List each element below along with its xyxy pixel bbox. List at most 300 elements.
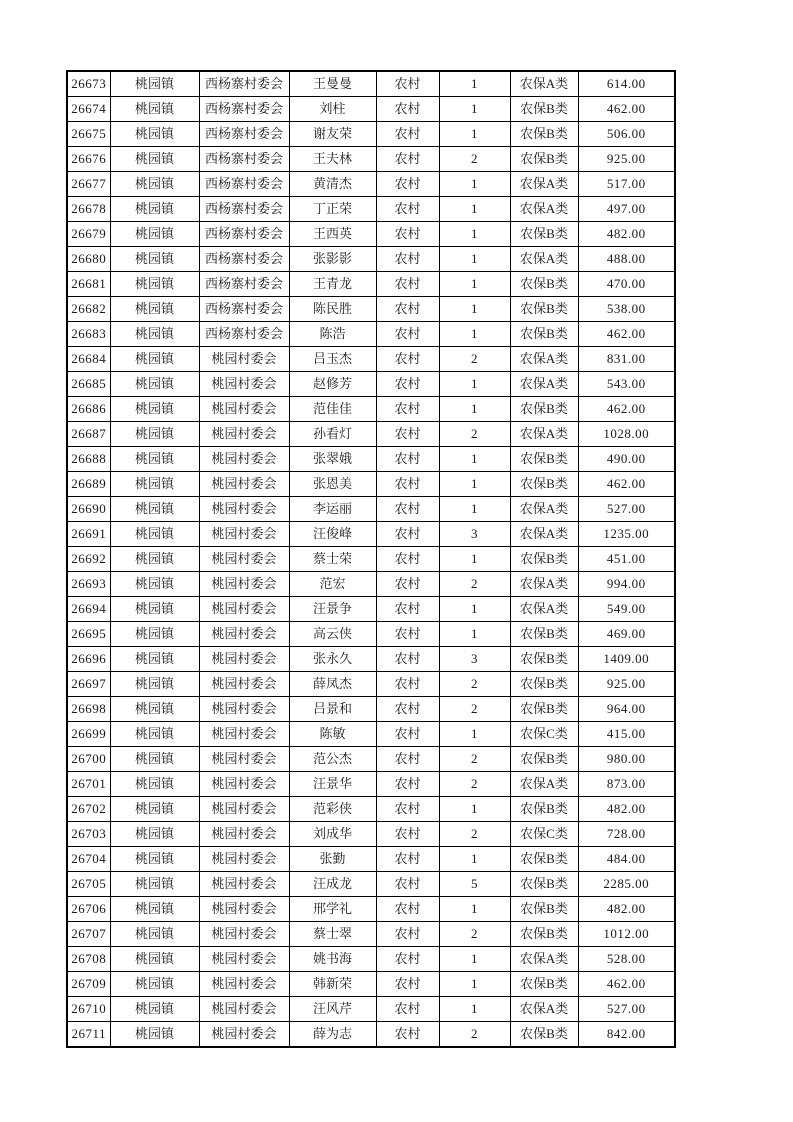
cell-village: 桃园村委会 — [199, 472, 289, 497]
cell-person-count: 1 — [439, 322, 510, 347]
cell-household-type: 农村 — [376, 97, 439, 122]
cell-village: 西杨寨村委会 — [199, 122, 289, 147]
cell-village: 西杨寨村委会 — [199, 97, 289, 122]
cell-village: 桃园村委会 — [199, 797, 289, 822]
cell-village: 桃园村委会 — [199, 822, 289, 847]
cell-household-type: 农村 — [376, 122, 439, 147]
cell-name: 孙看灯 — [289, 422, 376, 447]
table-row — [67, 822, 675, 847]
cell-seq: 26695 — [67, 622, 110, 647]
cell-town: 桃园镇 — [110, 347, 199, 372]
table-row — [67, 647, 675, 672]
cell-village: 西杨寨村委会 — [199, 147, 289, 172]
cell-household-type: 农村 — [376, 872, 439, 897]
cell-amount: 842.00 — [578, 1022, 675, 1048]
cell-insurance-category: 农保B类 — [510, 897, 578, 922]
cell-seq: 26703 — [67, 822, 110, 847]
table-row — [67, 122, 675, 147]
table-row — [67, 522, 675, 547]
cell-insurance-category: 农保A类 — [510, 497, 578, 522]
cell-insurance-category: 农保C类 — [510, 822, 578, 847]
cell-person-count: 1 — [439, 497, 510, 522]
cell-amount: 490.00 — [578, 447, 675, 472]
cell-town: 桃园镇 — [110, 247, 199, 272]
cell-amount: 482.00 — [578, 897, 675, 922]
cell-person-count: 1 — [439, 622, 510, 647]
cell-household-type: 农村 — [376, 272, 439, 297]
cell-seq: 26711 — [67, 1022, 110, 1048]
cell-amount: 527.00 — [578, 497, 675, 522]
cell-insurance-category: 农保A类 — [510, 71, 578, 97]
cell-insurance-category: 农保B类 — [510, 222, 578, 247]
cell-seq: 26680 — [67, 247, 110, 272]
cell-village: 桃园村委会 — [199, 347, 289, 372]
cell-village: 桃园村委会 — [199, 672, 289, 697]
cell-person-count: 2 — [439, 572, 510, 597]
cell-seq: 26709 — [67, 972, 110, 997]
cell-village: 西杨寨村委会 — [199, 197, 289, 222]
cell-person-count: 2 — [439, 672, 510, 697]
cell-seq: 26687 — [67, 422, 110, 447]
cell-village: 西杨寨村委会 — [199, 172, 289, 197]
cell-seq: 26683 — [67, 322, 110, 347]
cell-name: 王夫林 — [289, 147, 376, 172]
cell-person-count: 2 — [439, 822, 510, 847]
cell-name: 王青龙 — [289, 272, 376, 297]
cell-amount: 980.00 — [578, 747, 675, 772]
cell-amount: 462.00 — [578, 322, 675, 347]
cell-household-type: 农村 — [376, 822, 439, 847]
cell-town: 桃园镇 — [110, 547, 199, 572]
cell-town: 桃园镇 — [110, 772, 199, 797]
cell-amount: 462.00 — [578, 397, 675, 422]
cell-town: 桃园镇 — [110, 272, 199, 297]
cell-household-type: 农村 — [376, 522, 439, 547]
cell-household-type: 农村 — [376, 547, 439, 572]
cell-insurance-category: 农保A类 — [510, 172, 578, 197]
cell-person-count: 1 — [439, 897, 510, 922]
cell-insurance-category: 农保A类 — [510, 372, 578, 397]
cell-insurance-category: 农保A类 — [510, 422, 578, 447]
cell-name: 姚书海 — [289, 947, 376, 972]
cell-seq: 26692 — [67, 547, 110, 572]
cell-seq: 26710 — [67, 997, 110, 1022]
cell-village: 桃园村委会 — [199, 997, 289, 1022]
table-row — [67, 1022, 675, 1048]
cell-village: 桃园村委会 — [199, 872, 289, 897]
cell-amount: 873.00 — [578, 772, 675, 797]
cell-village: 西杨寨村委会 — [199, 222, 289, 247]
table-row — [67, 947, 675, 972]
cell-insurance-category: 农保A类 — [510, 947, 578, 972]
cell-household-type: 农村 — [376, 447, 439, 472]
cell-town: 桃园镇 — [110, 872, 199, 897]
cell-person-count: 1 — [439, 222, 510, 247]
cell-name: 陈民胜 — [289, 297, 376, 322]
cell-amount: 831.00 — [578, 347, 675, 372]
cell-household-type: 农村 — [376, 897, 439, 922]
cell-person-count: 3 — [439, 522, 510, 547]
cell-name: 汪景华 — [289, 772, 376, 797]
cell-amount: 451.00 — [578, 547, 675, 572]
cell-town: 桃园镇 — [110, 71, 199, 97]
cell-seq: 26674 — [67, 97, 110, 122]
cell-person-count: 1 — [439, 297, 510, 322]
cell-person-count: 2 — [439, 922, 510, 947]
cell-town: 桃园镇 — [110, 697, 199, 722]
table-row — [67, 447, 675, 472]
cell-amount: 925.00 — [578, 147, 675, 172]
cell-village: 桃园村委会 — [199, 522, 289, 547]
cell-amount: 462.00 — [578, 472, 675, 497]
cell-insurance-category: 农保A类 — [510, 772, 578, 797]
cell-name: 刘成华 — [289, 822, 376, 847]
cell-town: 桃园镇 — [110, 322, 199, 347]
cell-amount: 964.00 — [578, 697, 675, 722]
table-row — [67, 97, 675, 122]
cell-person-count: 1 — [439, 197, 510, 222]
cell-insurance-category: 农保B类 — [510, 922, 578, 947]
cell-town: 桃园镇 — [110, 372, 199, 397]
cell-amount: 614.00 — [578, 71, 675, 97]
cell-name: 王曼曼 — [289, 71, 376, 97]
cell-village: 桃园村委会 — [199, 847, 289, 872]
cell-person-count: 1 — [439, 397, 510, 422]
table-row — [67, 697, 675, 722]
table-row — [67, 747, 675, 772]
cell-insurance-category: 农保B类 — [510, 747, 578, 772]
cell-amount: 994.00 — [578, 572, 675, 597]
cell-household-type: 农村 — [376, 572, 439, 597]
table-row — [67, 422, 675, 447]
table-row — [67, 347, 675, 372]
table-row — [67, 797, 675, 822]
cell-household-type: 农村 — [376, 947, 439, 972]
cell-name: 李运丽 — [289, 497, 376, 522]
cell-village: 桃园村委会 — [199, 947, 289, 972]
cell-name: 汪风芹 — [289, 997, 376, 1022]
cell-town: 桃园镇 — [110, 822, 199, 847]
cell-amount: 1409.00 — [578, 647, 675, 672]
cell-seq: 26681 — [67, 272, 110, 297]
cell-household-type: 农村 — [376, 997, 439, 1022]
cell-amount: 2285.00 — [578, 872, 675, 897]
cell-household-type: 农村 — [376, 197, 439, 222]
cell-village: 桃园村委会 — [199, 572, 289, 597]
cell-name: 范佳佳 — [289, 397, 376, 422]
cell-village: 西杨寨村委会 — [199, 247, 289, 272]
cell-town: 桃园镇 — [110, 722, 199, 747]
cell-seq: 26700 — [67, 747, 110, 772]
cell-household-type: 农村 — [376, 422, 439, 447]
cell-seq: 26701 — [67, 772, 110, 797]
cell-insurance-category: 农保B类 — [510, 647, 578, 672]
cell-seq: 26676 — [67, 147, 110, 172]
cell-amount: 528.00 — [578, 947, 675, 972]
cell-person-count: 3 — [439, 647, 510, 672]
cell-name: 汪成龙 — [289, 872, 376, 897]
cell-seq: 26689 — [67, 472, 110, 497]
cell-town: 桃园镇 — [110, 847, 199, 872]
cell-village: 桃园村委会 — [199, 972, 289, 997]
cell-person-count: 1 — [439, 972, 510, 997]
cell-town: 桃园镇 — [110, 447, 199, 472]
table-row — [67, 997, 675, 1022]
cell-village: 桃园村委会 — [199, 372, 289, 397]
cell-insurance-category: 农保A类 — [510, 597, 578, 622]
cell-amount: 482.00 — [578, 797, 675, 822]
cell-seq: 26693 — [67, 572, 110, 597]
cell-household-type: 农村 — [376, 297, 439, 322]
cell-insurance-category: 农保B类 — [510, 322, 578, 347]
cell-amount: 488.00 — [578, 247, 675, 272]
cell-amount: 462.00 — [578, 97, 675, 122]
table-row — [67, 847, 675, 872]
cell-name: 薛凤杰 — [289, 672, 376, 697]
cell-town: 桃园镇 — [110, 972, 199, 997]
cell-person-count: 2 — [439, 422, 510, 447]
cell-insurance-category: 农保B类 — [510, 122, 578, 147]
table-row — [67, 272, 675, 297]
cell-town: 桃园镇 — [110, 422, 199, 447]
cell-amount: 462.00 — [578, 972, 675, 997]
cell-household-type: 农村 — [376, 247, 439, 272]
cell-name: 汪俊峰 — [289, 522, 376, 547]
cell-village: 桃园村委会 — [199, 497, 289, 522]
table-row — [67, 247, 675, 272]
table-row — [67, 372, 675, 397]
cell-name: 陈敏 — [289, 722, 376, 747]
cell-name: 张影影 — [289, 247, 376, 272]
cell-seq: 26694 — [67, 597, 110, 622]
cell-amount: 728.00 — [578, 822, 675, 847]
cell-seq: 26673 — [67, 71, 110, 97]
cell-person-count: 1 — [439, 797, 510, 822]
cell-village: 桃园村委会 — [199, 922, 289, 947]
cell-name: 赵修芳 — [289, 372, 376, 397]
cell-household-type: 农村 — [376, 847, 439, 872]
cell-name: 黄清杰 — [289, 172, 376, 197]
table-row — [67, 972, 675, 997]
table-row — [67, 297, 675, 322]
cell-person-count: 1 — [439, 172, 510, 197]
cell-name: 高云侠 — [289, 622, 376, 647]
cell-person-count: 5 — [439, 872, 510, 897]
cell-household-type: 农村 — [376, 672, 439, 697]
cell-village: 桃园村委会 — [199, 747, 289, 772]
cell-seq: 26708 — [67, 947, 110, 972]
cell-insurance-category: 农保B类 — [510, 622, 578, 647]
cell-insurance-category: 农保B类 — [510, 872, 578, 897]
cell-person-count: 2 — [439, 147, 510, 172]
cell-person-count: 2 — [439, 347, 510, 372]
cell-town: 桃园镇 — [110, 1022, 199, 1048]
cell-town: 桃园镇 — [110, 497, 199, 522]
cell-seq: 26706 — [67, 897, 110, 922]
cell-insurance-category: 农保B类 — [510, 697, 578, 722]
cell-household-type: 农村 — [376, 1022, 439, 1048]
cell-seq: 26688 — [67, 447, 110, 472]
table-row — [67, 71, 675, 97]
cell-seq: 26690 — [67, 497, 110, 522]
cell-person-count: 1 — [439, 272, 510, 297]
cell-name: 汪景争 — [289, 597, 376, 622]
cell-amount: 527.00 — [578, 997, 675, 1022]
benefit-roster-table — [66, 70, 676, 1048]
cell-town: 桃园镇 — [110, 97, 199, 122]
cell-village: 桃园村委会 — [199, 722, 289, 747]
cell-amount: 470.00 — [578, 272, 675, 297]
cell-village: 西杨寨村委会 — [199, 322, 289, 347]
cell-village: 桃园村委会 — [199, 422, 289, 447]
cell-name: 王西英 — [289, 222, 376, 247]
cell-seq: 26705 — [67, 872, 110, 897]
cell-town: 桃园镇 — [110, 947, 199, 972]
cell-name: 韩新荣 — [289, 972, 376, 997]
cell-household-type: 农村 — [376, 322, 439, 347]
cell-village: 西杨寨村委会 — [199, 71, 289, 97]
cell-town: 桃园镇 — [110, 597, 199, 622]
table-body — [67, 71, 675, 1047]
cell-seq: 26677 — [67, 172, 110, 197]
cell-town: 桃园镇 — [110, 572, 199, 597]
cell-person-count: 1 — [439, 947, 510, 972]
cell-person-count: 1 — [439, 447, 510, 472]
cell-household-type: 农村 — [376, 172, 439, 197]
cell-person-count: 2 — [439, 747, 510, 772]
cell-seq: 26685 — [67, 372, 110, 397]
cell-person-count: 1 — [439, 597, 510, 622]
cell-amount: 549.00 — [578, 597, 675, 622]
cell-seq: 26697 — [67, 672, 110, 697]
cell-amount: 538.00 — [578, 297, 675, 322]
cell-town: 桃园镇 — [110, 172, 199, 197]
cell-seq: 26691 — [67, 522, 110, 547]
cell-town: 桃园镇 — [110, 622, 199, 647]
cell-household-type: 农村 — [376, 747, 439, 772]
cell-name: 蔡士翠 — [289, 922, 376, 947]
cell-seq: 26675 — [67, 122, 110, 147]
cell-village: 桃园村委会 — [199, 447, 289, 472]
cell-name: 谢友荣 — [289, 122, 376, 147]
cell-name: 丁正荣 — [289, 197, 376, 222]
cell-seq: 26682 — [67, 297, 110, 322]
cell-amount: 1235.00 — [578, 522, 675, 547]
cell-insurance-category: 农保B类 — [510, 147, 578, 172]
cell-village: 桃园村委会 — [199, 622, 289, 647]
cell-person-count: 1 — [439, 372, 510, 397]
cell-village: 桃园村委会 — [199, 597, 289, 622]
cell-village: 桃园村委会 — [199, 897, 289, 922]
cell-person-count: 1 — [439, 122, 510, 147]
cell-person-count: 1 — [439, 97, 510, 122]
cell-name: 范公杰 — [289, 747, 376, 772]
cell-seq: 26699 — [67, 722, 110, 747]
table-row — [67, 772, 675, 797]
cell-insurance-category: 农保B类 — [510, 297, 578, 322]
cell-village: 桃园村委会 — [199, 647, 289, 672]
table-row — [67, 672, 675, 697]
cell-seq: 26696 — [67, 647, 110, 672]
cell-town: 桃园镇 — [110, 797, 199, 822]
cell-town: 桃园镇 — [110, 747, 199, 772]
cell-person-count: 1 — [439, 547, 510, 572]
cell-insurance-category: 农保B类 — [510, 797, 578, 822]
cell-town: 桃园镇 — [110, 147, 199, 172]
cell-household-type: 农村 — [376, 397, 439, 422]
cell-seq: 26678 — [67, 197, 110, 222]
cell-insurance-category: 农保B类 — [510, 972, 578, 997]
cell-insurance-category: 农保B类 — [510, 397, 578, 422]
cell-town: 桃园镇 — [110, 897, 199, 922]
cell-household-type: 农村 — [376, 472, 439, 497]
cell-seq: 26702 — [67, 797, 110, 822]
cell-insurance-category: 农保B类 — [510, 1022, 578, 1048]
table-row — [67, 222, 675, 247]
cell-insurance-category: 农保B类 — [510, 97, 578, 122]
table-row — [67, 197, 675, 222]
cell-village: 桃园村委会 — [199, 697, 289, 722]
cell-town: 桃园镇 — [110, 922, 199, 947]
cell-town: 桃园镇 — [110, 647, 199, 672]
cell-household-type: 农村 — [376, 722, 439, 747]
cell-name: 张恩美 — [289, 472, 376, 497]
cell-name: 吕玉杰 — [289, 347, 376, 372]
cell-amount: 543.00 — [578, 372, 675, 397]
table-row — [67, 722, 675, 747]
cell-name: 张勤 — [289, 847, 376, 872]
cell-insurance-category: 农保B类 — [510, 447, 578, 472]
cell-insurance-category: 农保A类 — [510, 197, 578, 222]
cell-town: 桃园镇 — [110, 522, 199, 547]
cell-person-count: 1 — [439, 722, 510, 747]
cell-amount: 925.00 — [578, 672, 675, 697]
cell-insurance-category: 农保A类 — [510, 347, 578, 372]
cell-amount: 1012.00 — [578, 922, 675, 947]
cell-seq: 26679 — [67, 222, 110, 247]
cell-household-type: 农村 — [376, 797, 439, 822]
cell-person-count: 2 — [439, 697, 510, 722]
cell-household-type: 农村 — [376, 147, 439, 172]
cell-household-type: 农村 — [376, 647, 439, 672]
cell-insurance-category: 农保B类 — [510, 272, 578, 297]
table-row — [67, 147, 675, 172]
cell-seq: 26686 — [67, 397, 110, 422]
table-row — [67, 597, 675, 622]
cell-village: 桃园村委会 — [199, 397, 289, 422]
cell-person-count: 1 — [439, 247, 510, 272]
table-row — [67, 572, 675, 597]
table-row — [67, 897, 675, 922]
cell-town: 桃园镇 — [110, 472, 199, 497]
cell-household-type: 农村 — [376, 71, 439, 97]
cell-household-type: 农村 — [376, 597, 439, 622]
cell-amount: 482.00 — [578, 222, 675, 247]
cell-amount: 469.00 — [578, 622, 675, 647]
table-row — [67, 497, 675, 522]
cell-name: 蔡士荣 — [289, 547, 376, 572]
cell-insurance-category: 农保A类 — [510, 997, 578, 1022]
cell-village: 桃园村委会 — [199, 772, 289, 797]
cell-town: 桃园镇 — [110, 397, 199, 422]
cell-insurance-category: 农保A类 — [510, 572, 578, 597]
cell-person-count: 1 — [439, 472, 510, 497]
cell-village: 西杨寨村委会 — [199, 272, 289, 297]
cell-amount: 497.00 — [578, 197, 675, 222]
table-row — [67, 622, 675, 647]
cell-seq: 26698 — [67, 697, 110, 722]
cell-household-type: 农村 — [376, 772, 439, 797]
